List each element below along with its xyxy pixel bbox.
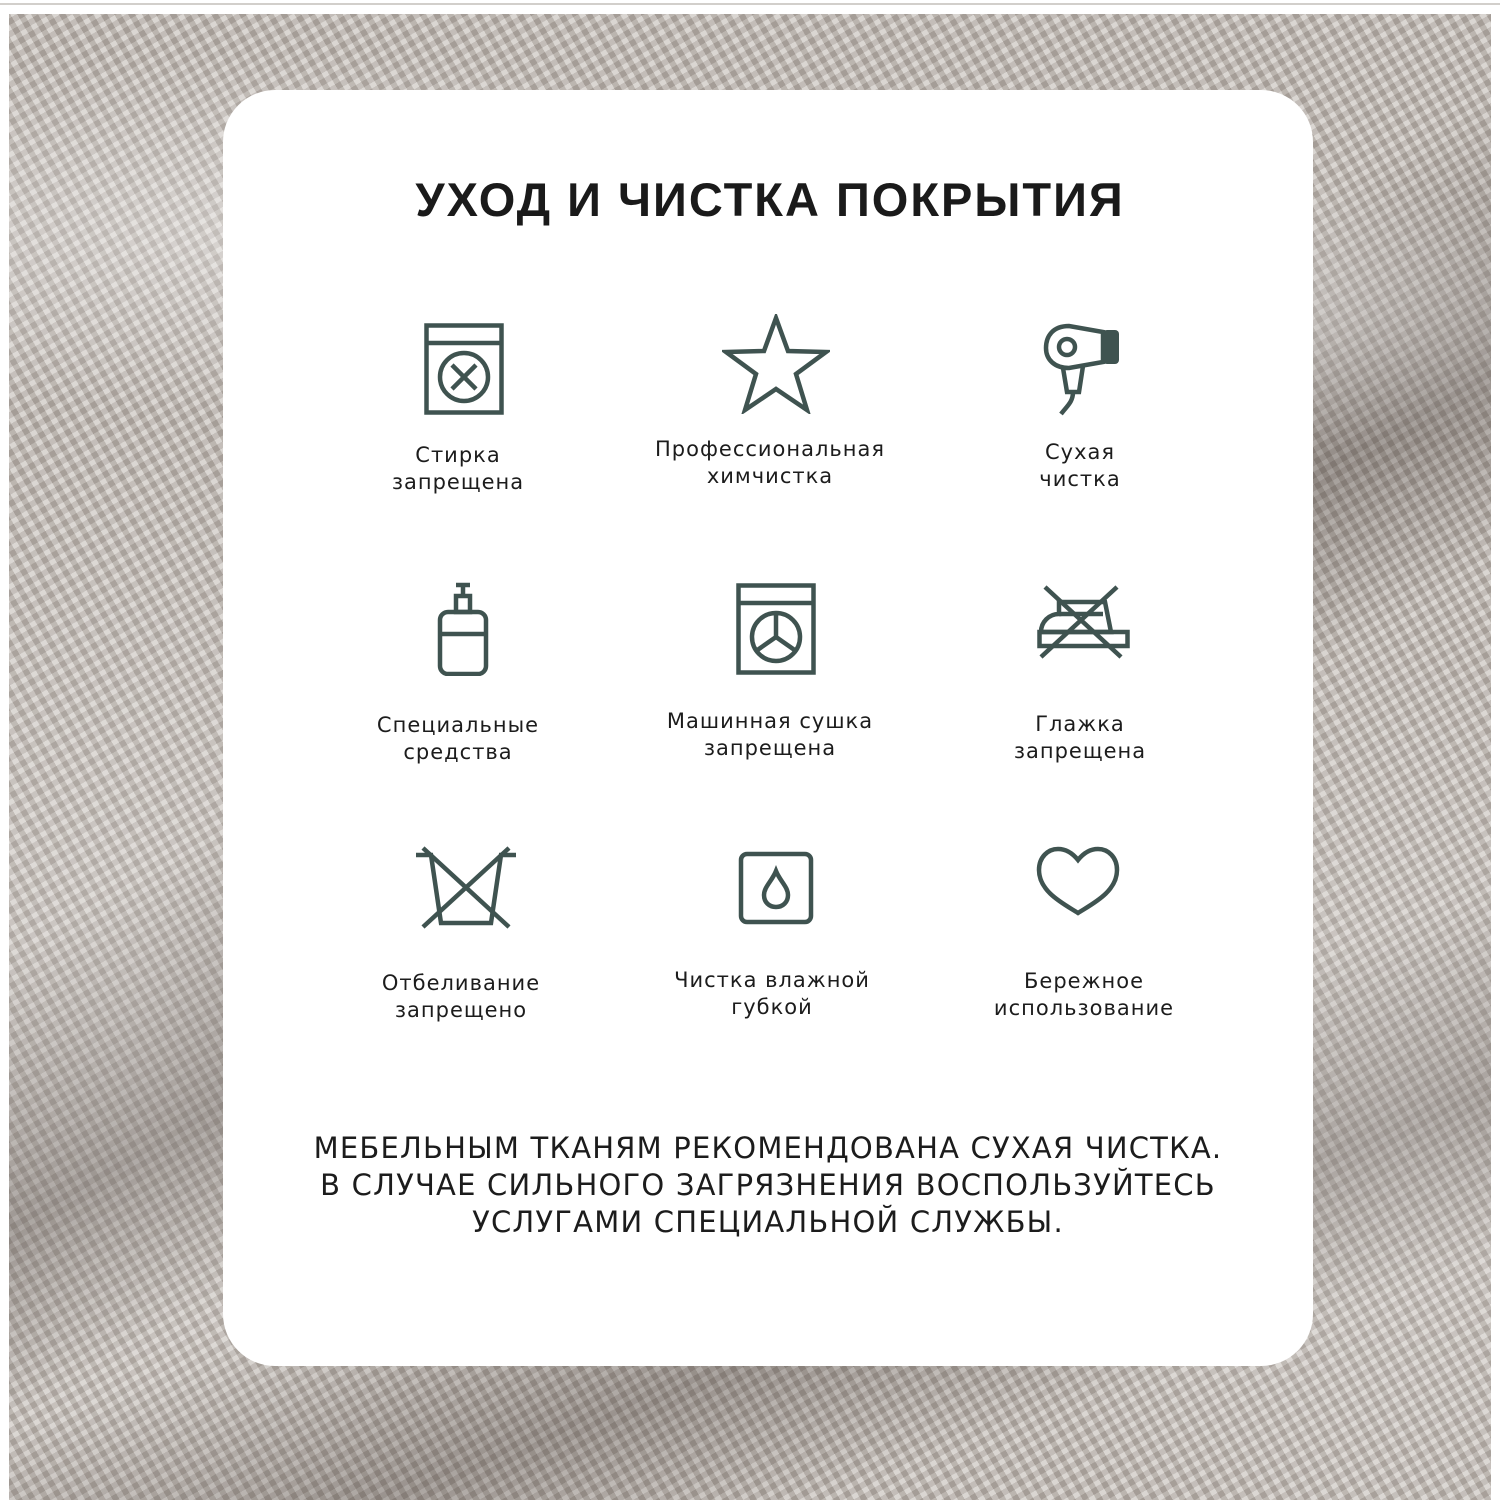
detergent-bottle-icon bbox=[436, 582, 490, 676]
bleaching-prohibited-icon bbox=[413, 845, 519, 929]
label-bleaching-prohibited: Отбеливание запрещено bbox=[381, 971, 541, 1022]
care-recommendation-note: МЕБЕЛЬНЫМ ТКАНЯМ РЕКОМЕНДОВАНА СУХАЯ ЧИСТКА. В СЛУЧАЕ СИЛЬНОГО ЗАГРЯЗНЕНИЯ ВОСПОЛЬЗУЙТЕСЬ УСЛУГАМИ СПЕЦИАЛЬНОЙ СЛУЖБЫ. bbox=[313, 1131, 1223, 1239]
tumble-dry-prohibited-icon bbox=[736, 583, 816, 675]
ironing-prohibited-icon bbox=[1037, 584, 1131, 660]
label-careful-use: Бережное использование bbox=[993, 969, 1175, 1020]
heart-icon bbox=[1036, 846, 1120, 916]
label-wet-sponge: Чистка влажной губкой bbox=[674, 968, 870, 1019]
label-tumble-dry-prohibited: Машинная сушка запрещена bbox=[666, 709, 874, 760]
label-dry-cleaning: Сухая чистка bbox=[1039, 440, 1121, 491]
hair-dryer-icon bbox=[1043, 322, 1123, 418]
label-washing-prohibited: Стирка запрещена bbox=[391, 443, 525, 494]
wet-sponge-icon bbox=[738, 851, 814, 925]
washing-prohibited-icon bbox=[424, 323, 504, 415]
label-professional-dry-cleaning: Профессиональная химчистка bbox=[654, 437, 886, 488]
top-border-line bbox=[0, 3, 1500, 5]
label-ironing-prohibited: Глажка запрещена bbox=[1013, 712, 1147, 763]
star-icon bbox=[722, 314, 830, 414]
label-special-products: Специальные средства bbox=[376, 713, 540, 764]
care-title: УХОД И ЧИСТКА ПОКРЫТИЯ bbox=[415, 173, 1125, 226]
